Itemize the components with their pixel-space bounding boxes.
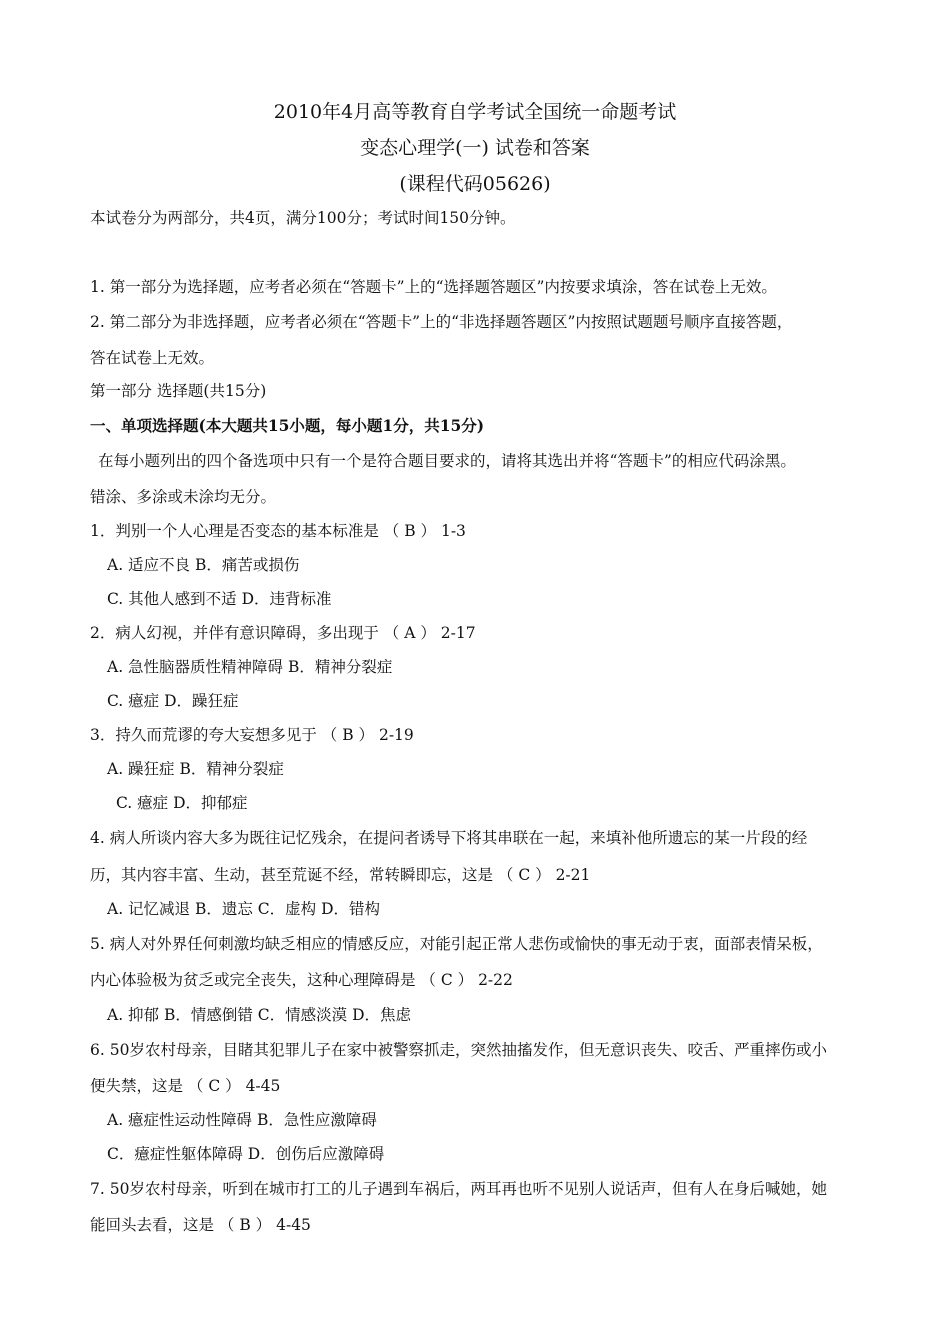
part-1-heading: 第一部分 选择题(共15分): [90, 382, 267, 400]
question-3-options-cd: C. 癔症 D．抑郁症: [116, 794, 248, 812]
section-1-heading: 一、单项选择题(本大题共15小题，每小题1分，共15分): [90, 416, 485, 435]
question-3-options-ab: A. 躁狂症 B．精神分裂症: [107, 760, 284, 778]
section-1-instructions-continued: 错涂、多涂或未涂均无分。: [90, 488, 277, 506]
question-1-stem: 1．判别一个人心理是否变态的基本标准是 （ B ） 1-3: [90, 522, 466, 540]
question-5-stem: 5. 病人对外界任何刺激均缺乏相应的情感反应，对能引起正常人悲伤或愉快的事无动于衷，面部表情呆板，: [90, 935, 823, 953]
note-2: 2. 第二部分为非选择题，应考者必须在“答题卡”上的“非选择题答题区”内按照试题题号顺序直接答题，: [90, 313, 793, 331]
question-2-options-ab: A. 急性脑器质性精神障碍 B．精神分裂症: [107, 658, 393, 676]
question-7-stem-continued: 能回头去看，这是 （ B ） 4-45: [90, 1216, 311, 1234]
question-3-stem: 3．持久而荒谬的夸大妄想多见于 （ B ） 2-19: [90, 726, 414, 744]
question-6-stem-continued: 便失禁，这是 （ C ） 4-45: [90, 1077, 281, 1095]
question-4-options: A. 记忆减退 B．遗忘 C．虚构 D．错构: [107, 900, 381, 918]
exam-subtitle: 变态心理学(一) 试卷和答案: [360, 137, 590, 159]
question-6-options-cd: C．癔症性躯体障碍 D．创伤后应激障碍: [107, 1145, 385, 1163]
question-2-stem: 2．病人幻视，并伴有意识障碍，多出现于 （ A ） 2-17: [90, 624, 476, 642]
note-2-continued: 答在试卷上无效。: [90, 349, 215, 367]
question-6-stem: 6. 50岁农村母亲，目睹其犯罪儿子在家中被警察抓走，突然抽搐发作，但无意识丧失、咬舌、严重摔伤或小: [90, 1041, 827, 1059]
question-7-stem: 7. 50岁农村母亲，听到在城市打工的儿子遇到车祸后，两耳再也听不见别人说话声，但有人在身后喊她，她: [90, 1180, 827, 1198]
question-1-options-ab: A. 适应不良 B．痛苦或损伤: [107, 556, 300, 574]
exam-title: 2010年4月高等教育自学考试全国统一命题考试: [273, 101, 677, 123]
question-4-stem-continued: 历，其内容丰富、生动，甚至荒诞不经，常转瞬即忘，这是 （ C ） 2-21: [90, 866, 591, 884]
question-5-stem-continued: 内心体验极为贫乏或完全丧失，这种心理障碍是 （ C ） 2-22: [90, 971, 513, 989]
question-4-stem: 4. 病人所谈内容大多为既往记忆残余，在提问者诱导下将其串联在一起，来填补他所遗忘的某一片段的经: [90, 829, 808, 847]
section-1-instructions: 在每小题列出的四个备选项中只有一个是符合题目要求的，请将其选出并将“答题卡”的相应代码涂黑。: [98, 452, 796, 470]
course-code: (课程代码05626): [399, 173, 551, 195]
question-6-options-ab: A. 癔症性运动性障碍 B．急性应激障碍: [107, 1111, 377, 1129]
exam-intro: 本试卷分为两部分，共4页，满分100分；考试时间150分钟。: [90, 209, 516, 227]
question-1-options-cd: C. 其他人感到不适 D．违背标准: [107, 590, 332, 608]
question-2-options-cd: C. 癔症 D．躁狂症: [107, 692, 239, 710]
note-1: 1. 第一部分为选择题，应考者必须在“答题卡”上的“选择题答题区”内按要求填涂，答在试卷上无效。: [90, 278, 777, 296]
question-5-options: A. 抑郁 B．情感倒错 C．情感淡漠 D．焦虑: [107, 1006, 412, 1024]
